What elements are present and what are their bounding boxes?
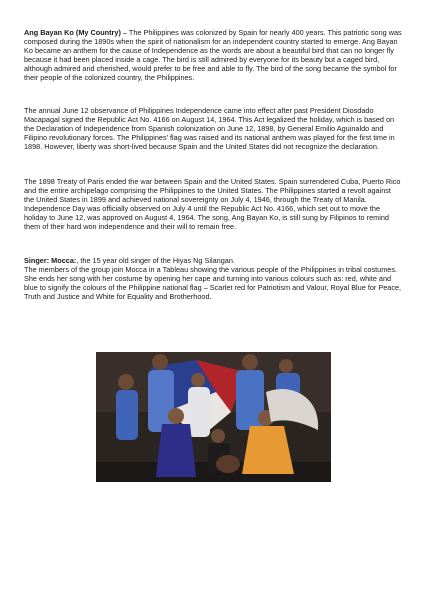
group-photo [96, 352, 331, 482]
paragraph-independence-day [24, 106, 402, 151]
paragraph-text: The 1898 Treaty of Paris ended the war between Spain and the United States. Spain surrendered Cuba, Puerto Rico and the entire archipelago comprising the Philippines to the United States. The Philippines started a revolt against the United States in 1899 and achieved national sovereignty on July 4, 1946, through the Treaty of Manila. Independence Day was officially observed on July 4 until the Republic Act No. 4166, which set out to move the holiday to June 12, was approved on August 4, 1964. The song, Ang Bayan Ko, is still sung by Filipinos to remind them of their hard won independence and their will to remain free. [24, 177, 401, 232]
paragraph-text: The members of the group join Mocca in a Tableau showing the various people of the Philippines in tribal costumes. She ends her song with her costume by opening her cape and turning into various colours such as: red, white and blue to signify the colours of the Philippine national flag – Scarlet red for Patriotism and Valour, Royal Blue for Peace, Truth and Justice and White for Equality and Brotherhood. [24, 265, 402, 302]
paragraph-treaty-of-paris [24, 177, 402, 232]
singer-title: Singer: Mocca: [24, 256, 77, 265]
paragraph-singer [24, 256, 402, 301]
singer-line: , the 15 year old singer of the Hiyas Ng Silangan. [76, 256, 235, 265]
group-photo-illustration [96, 352, 331, 482]
paragraph-ang-bayan-ko [24, 28, 402, 83]
paragraph-title: Ang Bayan Ko (My Country) [24, 28, 121, 37]
paragraph-text: The annual June 12 observance of Philippines Independence came into effect after past President Diosdado Macapagal signed the Republic Act No. 4166 on August 14, 1964. This Act legalized the holiday, which is based on the Declaration of Independence from Spanish colonization on June 12, 1898, by General Emilio Aguinaldo and Filipino revolutionary forces. The Philippines’ flag was raised and its national anthem was played for the first time in 1898. However, liberty was short-lived because Spain and the United States did not recognize the declaration. [24, 106, 395, 152]
paragraph-text: – The Philippines was colonized by Spain for nearly 400 years. This patriotic song was composed during the 1890s when the spirit of nationalism for an independent country started to emerge. Ang Bayan Ko became an anthem for the cause of Independence as the words are about a beautiful bird that can no longer fly because it had been placed inside a cage. The bird is still admired by everyone for its beauty but a caged bird, although admired and cherished, would prefer to be free and able to fly. The bird of the song became the symbol for their people of the colonized country, the Philippines. [24, 28, 402, 83]
